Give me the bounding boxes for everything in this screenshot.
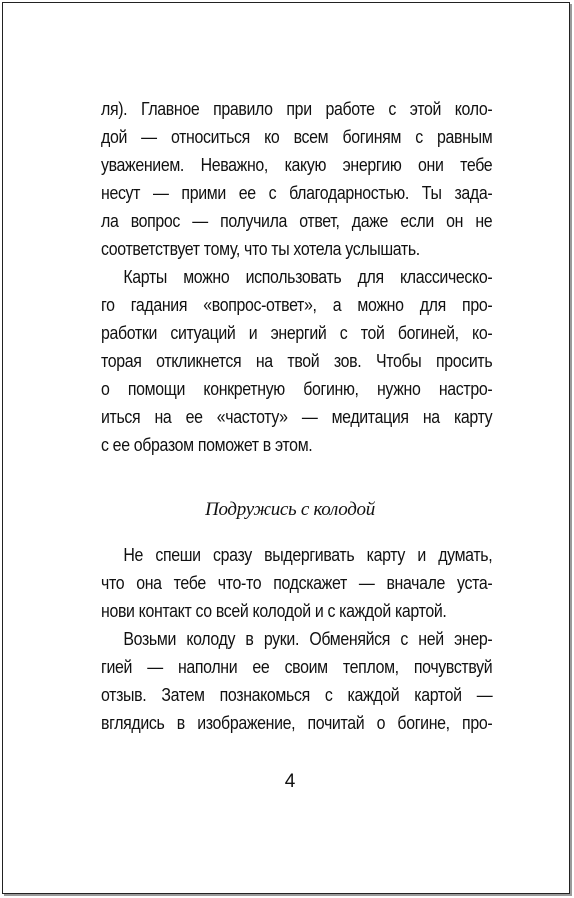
paragraph-dont-rush [101,541,492,625]
paragraph-take-deck [101,625,492,737]
text-line: вглядись в изображение, почитай о богине, про- [101,712,493,733]
text-line: уважением. Неважно, какую энергию они тебе [101,154,493,175]
text-line: работки ситуаций и энергий с той богиней, ко- [101,322,493,343]
section-heading: Подружись с колодой [205,499,375,520]
text-line: го гадания «вопрос-ответ», а можно для про- [101,294,493,315]
text-line: иться на ее «частоту» — медитация на карту [101,406,493,427]
text-line: ля). Главное правило при работе с этой коло- [101,98,493,119]
page-number: 4 [284,771,296,792]
text-line: гией — наполни ее своим теплом, почувствуй [101,656,493,677]
text-line: дой — относиться ко всем богиням с равным [101,126,493,147]
text-line: отзыв. Затем познакомься с каждой картой — [101,684,493,705]
text-line: что она тебе что-то подскажет — вначале уста- [101,572,493,593]
text-line: нови контакт со всей колодой и с каждой картой. [101,600,447,621]
book-page [2,2,570,894]
text-line: Не спеши сразу выдергивать карту и думать, [123,544,493,565]
text-line: Карты можно использовать для классическо- [123,266,493,287]
text-line: торая откликнется на твой зов. Чтобы просить [101,350,493,371]
text-line: соответствует тому, что ты хотела услышать. [101,238,420,259]
text-line: Возьми колоду в руки. Обменяйся с ней энер- [123,628,493,649]
text-line: с ее образом поможет в этом. [101,434,313,455]
text-line: о помощи конкретную богиню, нужно настро- [101,378,493,399]
text-line: несут — прими ее с благодарностью. Ты зада- [101,182,493,203]
paragraph-continued [101,95,492,263]
text-line: ла вопрос — получила ответ, даже если он не [101,210,493,231]
paragraph-cards-usage [101,263,492,459]
